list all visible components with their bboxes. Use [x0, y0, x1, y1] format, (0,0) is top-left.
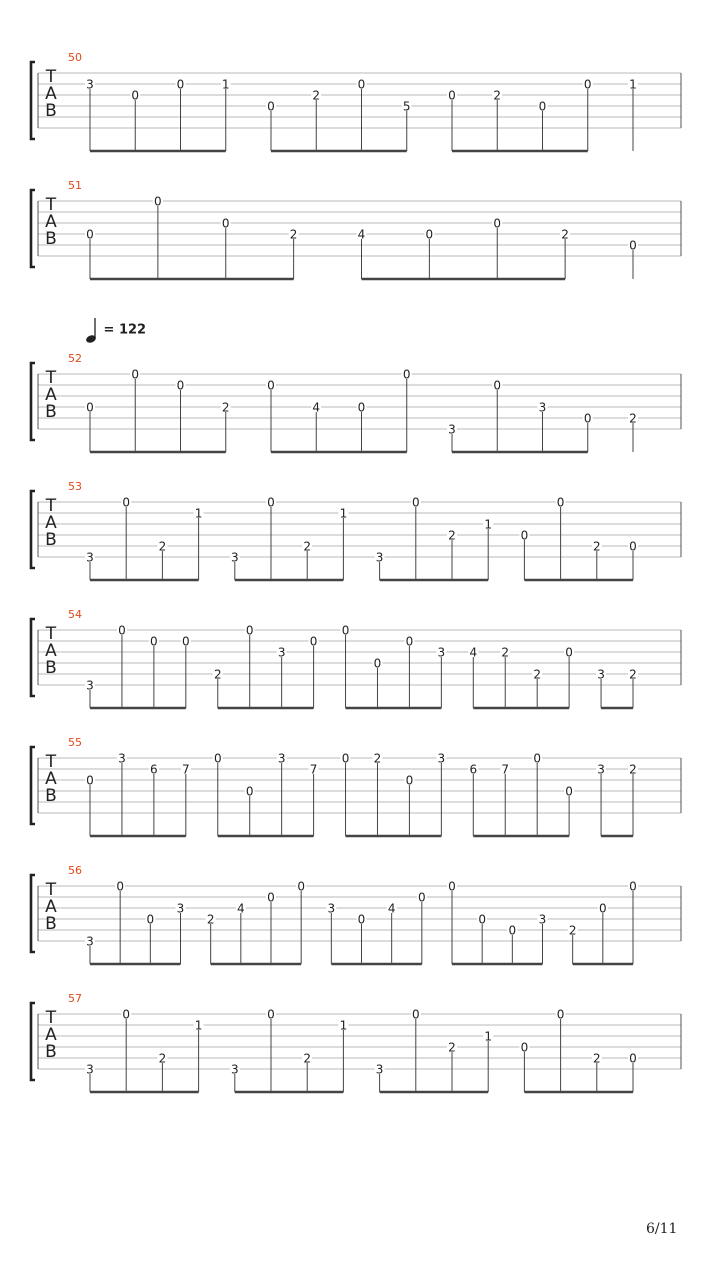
measure-number: 55 [68, 736, 82, 749]
fret-number: 0 [267, 890, 275, 905]
system-54 [31, 608, 681, 708]
tab-clef-letter: A [45, 513, 57, 533]
fret-number: 0 [520, 1040, 529, 1055]
fret-number: 0 [629, 539, 637, 554]
fret-number: 0 [405, 634, 414, 649]
fret-number: 0 [122, 1007, 131, 1022]
measure-number: 52 [68, 352, 82, 365]
fret-number: 2 [373, 751, 382, 766]
fret-number: 0 [309, 634, 318, 649]
fret-number: 1 [339, 506, 348, 521]
fret-number: 0 [556, 1007, 565, 1022]
fret-number: 0 [405, 773, 414, 788]
fret-number: 0 [341, 751, 350, 766]
fret-number: 0 [493, 378, 502, 393]
fret-number: 1 [484, 1029, 493, 1044]
fret-number: 2 [629, 762, 637, 777]
fret-number: 0 [221, 216, 230, 231]
fret-number: 1 [339, 1018, 348, 1033]
fret-number: 2 [501, 645, 510, 660]
tab-clef-letter: B [45, 786, 57, 806]
fret-number: 3 [538, 912, 547, 927]
fret-number: 0 [373, 656, 382, 671]
tab-clef-letter: A [45, 897, 57, 917]
tab-clef-letter: B [45, 658, 57, 678]
fret-number: 0 [116, 879, 124, 894]
fret-number: 0 [508, 923, 517, 938]
fret-number: 0 [176, 378, 185, 393]
tab-clef-letter: A [45, 641, 57, 661]
tab-clef-letter: B [45, 1042, 57, 1062]
fret-number: 3 [230, 1062, 239, 1077]
fret-number: 3 [277, 751, 286, 766]
fret-number: 0 [146, 912, 155, 927]
fret-number: 0 [599, 901, 607, 916]
tab-clef-letter: A [45, 1025, 57, 1045]
fret-number: 0 [402, 367, 411, 382]
fret-number: 0 [86, 400, 94, 415]
fret-number: 3 [86, 77, 94, 92]
system-50 [31, 51, 681, 151]
fret-number: 0 [629, 238, 637, 253]
fret-number: 0 [478, 912, 486, 927]
fret-number: 1 [484, 517, 493, 532]
fret-number: 0 [341, 623, 350, 638]
fret-number: 0 [357, 912, 366, 927]
fret-number: 0 [533, 751, 541, 766]
fret-number: 1 [194, 1018, 203, 1033]
fret-number: 1 [629, 77, 637, 92]
fret-number: 3 [327, 901, 336, 916]
system-56 [31, 864, 681, 964]
fret-number: 0 [267, 1007, 275, 1022]
fret-number: 2 [158, 539, 167, 554]
system-57 [31, 992, 681, 1092]
fret-number: 0 [411, 1007, 420, 1022]
tab-clef-letter: T [45, 195, 57, 215]
tab-clef-letter: A [45, 769, 57, 789]
tab-clef-letter: T [45, 624, 57, 644]
fret-number: 3 [86, 1062, 94, 1077]
fret-number: 6 [469, 762, 478, 777]
system-bracket [31, 747, 35, 824]
fret-number: 0 [583, 77, 592, 92]
page-number: 6/11 [646, 1221, 678, 1237]
fret-number: 4 [237, 901, 245, 916]
system-bracket [31, 62, 35, 139]
fret-number: 0 [418, 890, 426, 905]
fret-number: 7 [501, 762, 510, 777]
fret-number: 0 [213, 751, 222, 766]
fret-number: 3 [86, 678, 94, 693]
fret-number: 1 [221, 77, 230, 92]
fret-number: 0 [448, 879, 456, 894]
fret-number: 3 [375, 1062, 384, 1077]
fret-number: 3 [437, 751, 446, 766]
fret-number: 0 [267, 495, 275, 510]
system-bracket [31, 491, 35, 568]
fret-number: 2 [448, 528, 456, 543]
tab-clef-letter: A [45, 385, 57, 405]
fret-number: 0 [425, 227, 434, 242]
fret-number: 6 [150, 762, 158, 777]
tab-clef-letter: T [45, 880, 57, 900]
fret-number: 0 [86, 773, 94, 788]
fret-number: 3 [86, 934, 94, 949]
tab-clef-letter: A [45, 212, 57, 232]
tab-clef-letter: B [45, 530, 57, 550]
fret-number: 2 [493, 88, 502, 103]
fret-number: 2 [533, 667, 541, 682]
fret-number: 2 [289, 227, 298, 242]
tab-clef-letter: T [45, 496, 57, 516]
fret-number: 0 [411, 495, 420, 510]
fret-number: 0 [357, 400, 366, 415]
fret-number: 2 [568, 923, 577, 938]
fret-number: 2 [221, 400, 230, 415]
fret-number: 2 [592, 1051, 601, 1066]
fret-number: 3 [118, 751, 126, 766]
fret-number: 3 [277, 645, 286, 660]
tab-clef-letter: B [45, 101, 57, 121]
fret-number: 0 [493, 216, 502, 231]
fret-number: 0 [583, 411, 592, 426]
tab-clef-letter: A [45, 84, 57, 104]
fret-number: 3 [538, 400, 547, 415]
fret-number: 2 [629, 411, 637, 426]
system-bracket [31, 190, 35, 267]
fret-number: 5 [402, 99, 411, 114]
fret-number: 3 [176, 901, 185, 916]
fret-number: 2 [303, 539, 312, 554]
fret-number: 2 [213, 667, 222, 682]
fret-number: 2 [561, 227, 569, 242]
tab-clef-letter: B [45, 914, 57, 934]
tab-clef-letter: T [45, 1008, 57, 1028]
fret-number: 0 [629, 879, 637, 894]
fret-number: 0 [122, 495, 131, 510]
tab-clef-letter: T [45, 752, 57, 772]
fret-number: 3 [597, 667, 605, 682]
measure-number: 51 [68, 179, 82, 192]
fret-number: 0 [131, 367, 140, 382]
fret-number: 7 [309, 762, 318, 777]
tab-clef-letter: T [45, 368, 57, 388]
tab-clef-letter: B [45, 402, 57, 422]
measure-number: 56 [68, 864, 82, 877]
fret-number: 0 [182, 634, 190, 649]
fret-number: 2 [448, 1040, 456, 1055]
fret-number: 0 [297, 879, 305, 894]
fret-number: 0 [357, 77, 366, 92]
measure-number: 53 [68, 480, 82, 493]
measure-number: 50 [68, 51, 82, 64]
fret-number: 0 [629, 1051, 637, 1066]
fret-number: 2 [312, 88, 321, 103]
fret-number: 3 [597, 762, 605, 777]
fret-number: 3 [375, 550, 384, 565]
fret-number: 0 [267, 99, 275, 114]
system-52 [31, 352, 681, 452]
fret-number: 2 [303, 1051, 312, 1066]
fret-number: 0 [267, 378, 275, 393]
system-55 [31, 736, 681, 836]
fret-number: 4 [387, 901, 396, 916]
fret-number: 0 [565, 784, 573, 799]
measure-number: 54 [68, 608, 82, 621]
fret-number: 0 [565, 645, 573, 660]
system-53 [31, 480, 681, 580]
fret-number: 0 [448, 88, 456, 103]
quarter-note-icon [85, 316, 99, 344]
fret-number: 3 [230, 550, 239, 565]
fret-number: 0 [520, 528, 529, 543]
fret-number: 0 [118, 623, 126, 638]
fret-number: 4 [312, 400, 321, 415]
tempo-marking [85, 316, 146, 344]
fret-number: 0 [556, 495, 565, 510]
fret-number: 3 [437, 645, 446, 660]
fret-number: 2 [158, 1051, 167, 1066]
fret-number: 4 [469, 645, 478, 660]
fret-number: 1 [194, 506, 203, 521]
tempo-label: = 122 [103, 322, 147, 338]
fret-number: 7 [182, 762, 190, 777]
fret-number: 0 [245, 784, 254, 799]
fret-number: 0 [176, 77, 185, 92]
fret-number: 2 [592, 539, 601, 554]
tab-clef-letter: T [45, 67, 57, 87]
fret-number: 0 [131, 88, 140, 103]
system-bracket [31, 363, 35, 440]
fret-number: 4 [357, 227, 366, 242]
system-bracket [31, 619, 35, 696]
fret-number: 0 [538, 99, 547, 114]
system-bracket [31, 1003, 35, 1080]
fret-number: 0 [154, 194, 162, 209]
fret-number: 3 [86, 550, 94, 565]
system-51 [31, 179, 681, 279]
fret-number: 0 [86, 227, 94, 242]
fret-number: 3 [448, 422, 456, 437]
fret-number: 0 [245, 623, 254, 638]
fret-number: 2 [629, 667, 637, 682]
measure-number: 57 [68, 992, 82, 1005]
system-bracket [31, 875, 35, 952]
fret-number: 0 [150, 634, 158, 649]
tab-clef-letter: B [45, 229, 57, 249]
fret-number: 2 [206, 912, 215, 927]
